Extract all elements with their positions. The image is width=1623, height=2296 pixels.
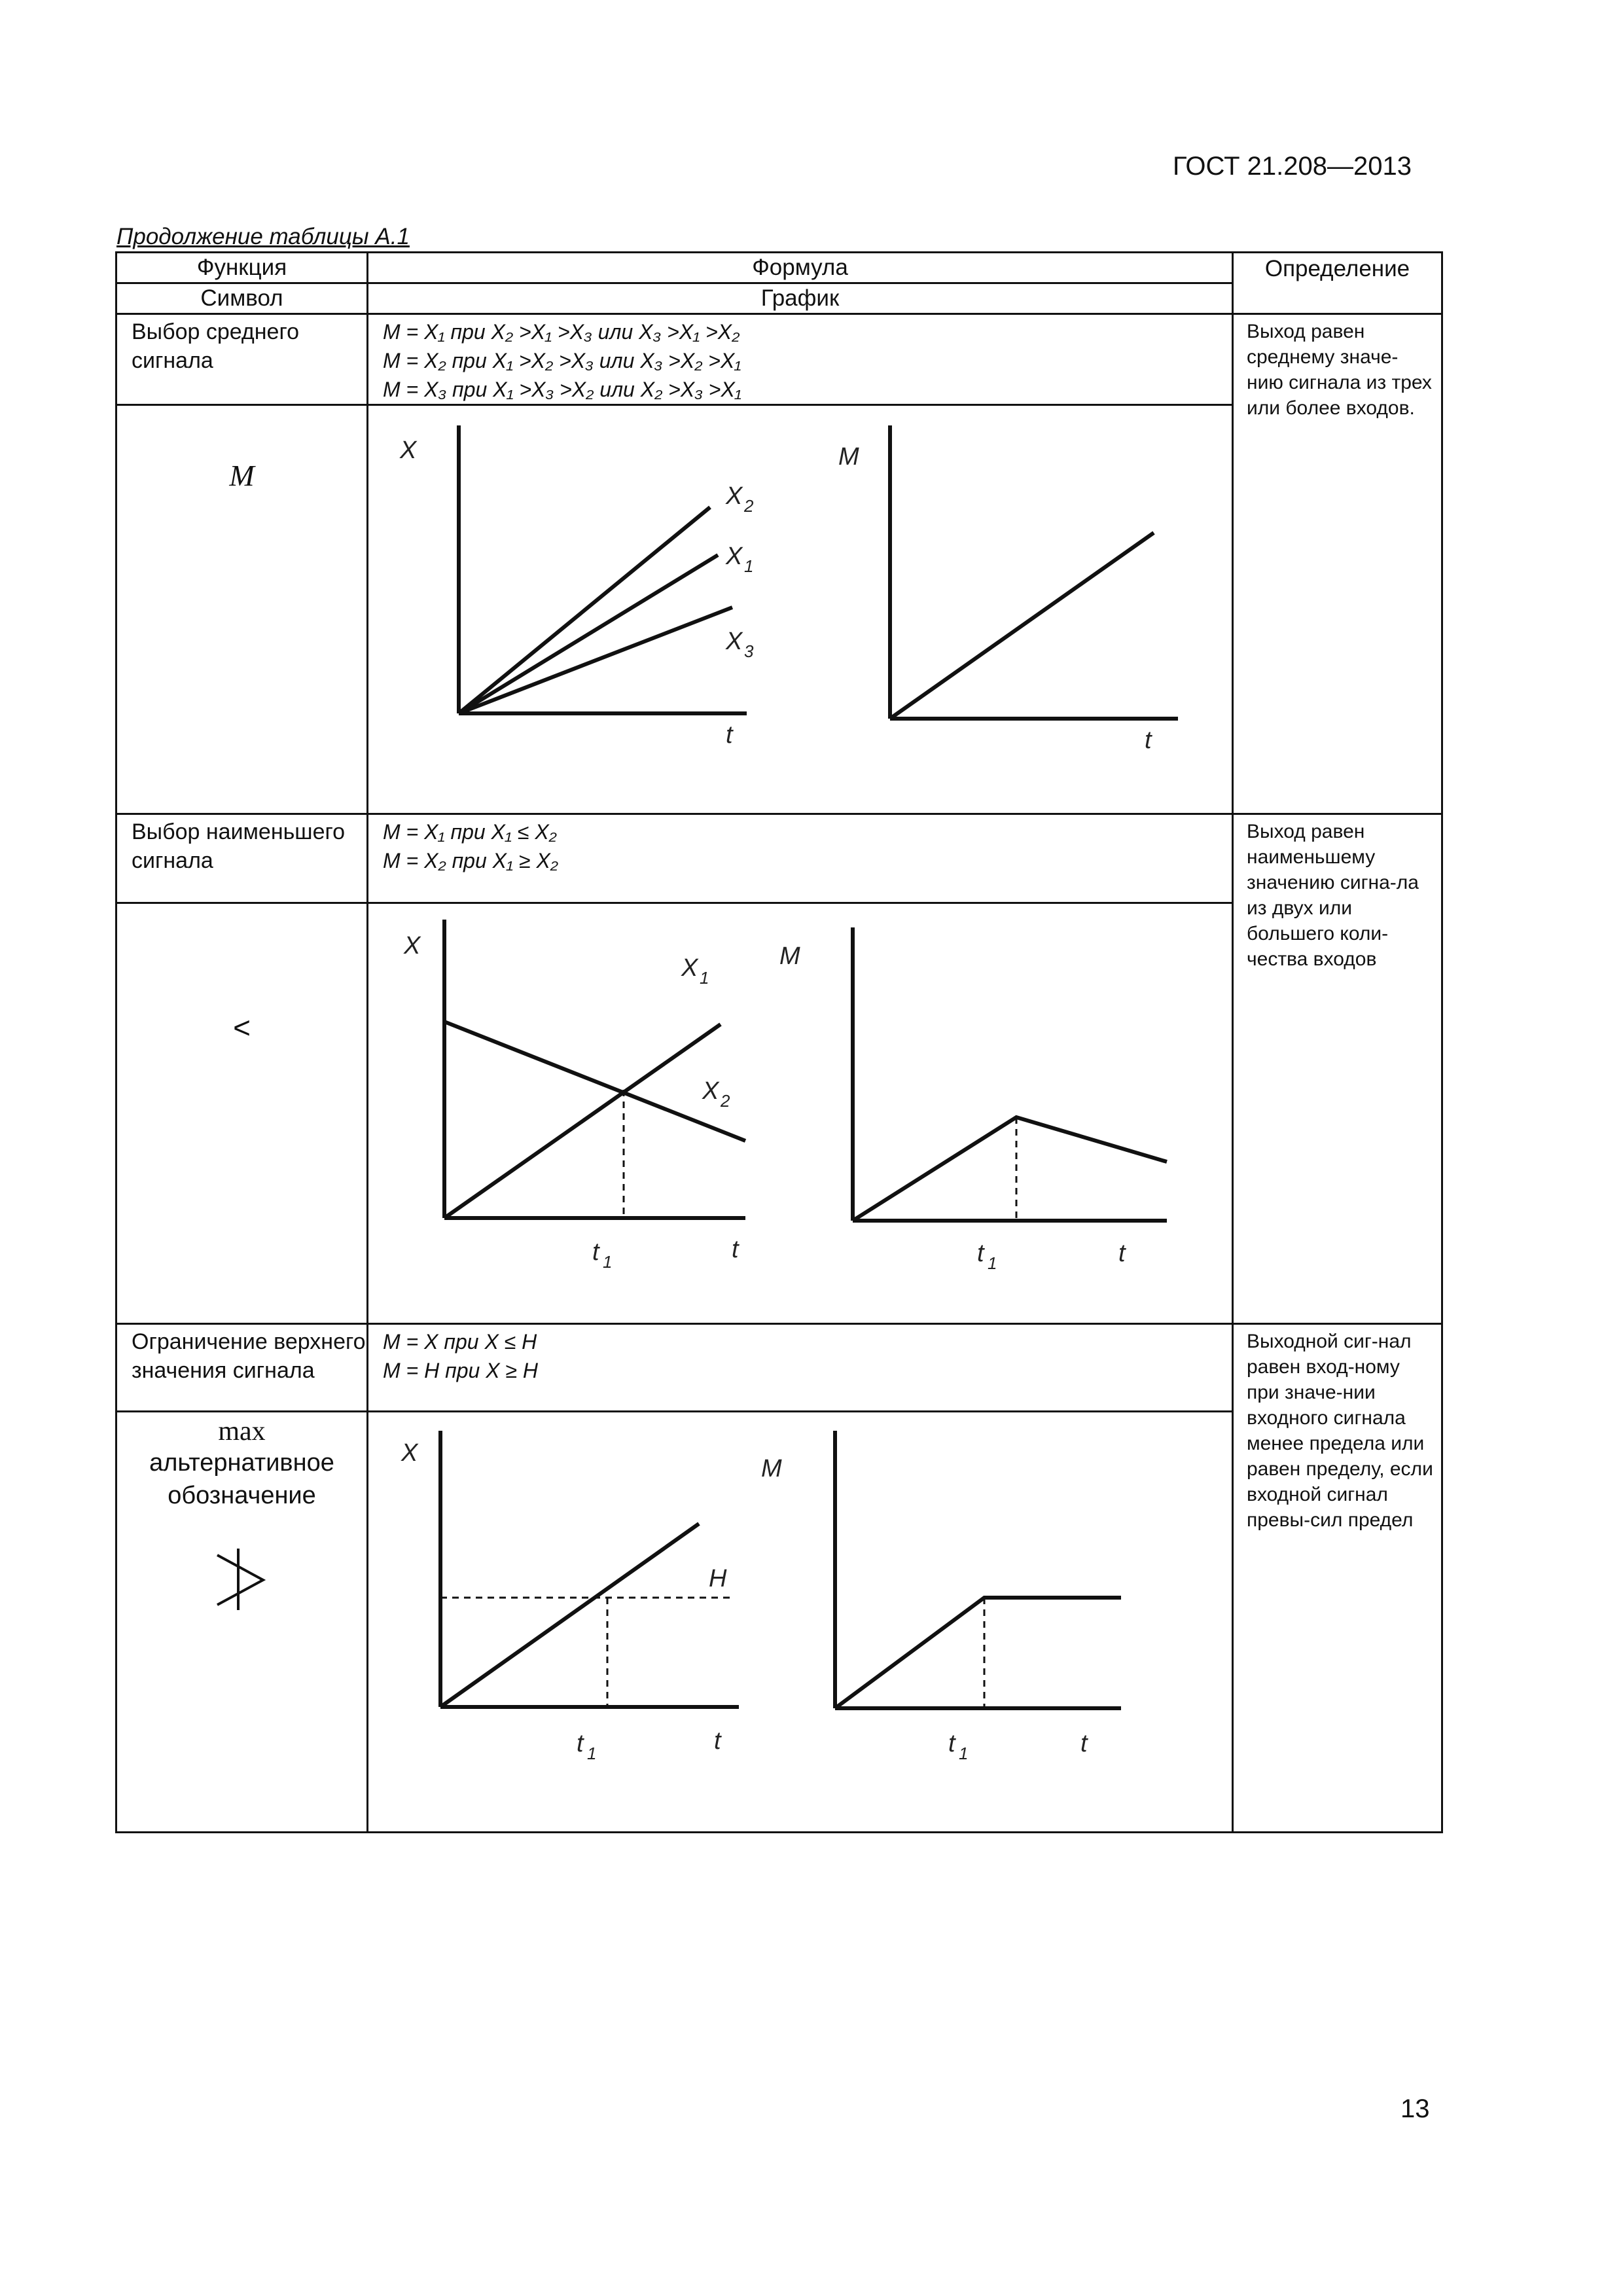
label-x2: X [726,482,743,510]
graph-cell-minimum [368,903,1233,1324]
label-m: M [779,942,800,970]
label-x2-sub: 2 [721,1091,730,1111]
column-header-formula: Формула [368,253,1233,283]
label-x2-sub: 2 [744,496,754,516]
label-t: t [732,1236,739,1263]
line-x3 [459,607,732,713]
line-m [853,1117,1167,1221]
high-limit-alt-symbol-icon [209,1542,275,1614]
column-header-definition: Определение [1233,253,1442,314]
column-header-symbol: Символ [116,283,368,314]
formula-line: M = X₁ при X₁ ≤ X₂ [383,820,557,844]
graph-high-limit [368,1412,1234,1831]
graph-cell-high-limit [368,1412,1233,1833]
graph-minimum [368,904,1234,1323]
formula-minimum [368,814,1233,903]
formula-line: M = X₂ при X₁ >X₂ >X₃ или X₃ >X₂ >X₁ [383,349,741,372]
definition-high-limit: Выходной сиг-нал равен вход-ному при значе-нии входного сигнала менее предела или равен пределу, если входной сигнал превы-сил предел [1233,1324,1442,1833]
formula-line: M = X₂ при X₁ ≥ X₂ [383,849,558,872]
label-m: M [838,443,859,471]
line-x1 [459,555,718,713]
symbol-average: M [229,459,255,492]
formula-average [368,314,1233,405]
line-x [440,1524,699,1707]
label-t: t [726,721,733,749]
line-m [890,533,1154,719]
label-x3-sub: 3 [744,641,754,661]
function-name-high-limit: Ограничение верхнего значения сигнала [116,1324,368,1412]
column-header-function: Функция [116,253,368,283]
formula-line: M = X₁ при X₂ >X₁ >X₃ или X₃ >X₁ >X₂ [383,320,740,344]
label-t1-m-sub: 1 [959,1744,969,1763]
table-caption: Продолжение таблицы А.1 [116,224,410,249]
function-name-average: Выбор среднего сигнала [116,314,368,405]
symbol-cell-minimum [116,903,368,1324]
function-table [115,251,1443,1833]
line-x2 [459,507,710,713]
label-t-m: t [1118,1240,1126,1267]
label-t1: t [577,1730,584,1757]
symbol-cell-average [116,405,368,814]
label-x: X [400,437,417,464]
label-m: M [761,1455,782,1482]
function-name-minimum: Выбор наименьшего сигнала [116,814,368,903]
label-t: t [714,1727,721,1755]
label-t-m: t [1145,726,1152,754]
formula-high-limit [368,1324,1233,1412]
label-t-m: t [1080,1730,1088,1757]
label-x: X [404,932,421,960]
alternative-symbol-label: альтернативное обозначение [149,1449,334,1509]
formula-line: M = X при X ≤ H [383,1330,537,1354]
page-number: 13 [1400,2094,1430,2123]
graph-cell-average [368,405,1233,814]
line-m [835,1598,1121,1708]
label-t1: t [592,1238,599,1266]
label-x1-sub: 1 [700,968,709,988]
definition-average: Выход равен среднему значе-нию сигнала из трех или более входов. [1233,314,1442,814]
graph-average [368,406,1234,813]
symbol-high-limit: max [218,1416,266,1446]
label-t1-sub: 1 [603,1252,613,1272]
line-x2 [444,1024,721,1218]
label-t1-sub: 1 [587,1744,597,1763]
label-t1-m: t [948,1730,955,1757]
formula-line: M = H при X ≥ H [383,1359,539,1382]
label-h: H [709,1565,727,1592]
label-x1-sub: 1 [744,556,754,576]
formula-line: M = X₃ при X₁ >X₃ >X₂ или X₂ >X₃ >X₁ [383,378,741,401]
symbol-minimum: < [233,1011,251,1045]
document-id: ГОСТ 21.208—2013 [1173,152,1412,181]
label-t1-m: t [977,1240,984,1267]
label-t1-m-sub: 1 [988,1253,997,1273]
label-x2: X [702,1077,719,1105]
label-x1: X [726,543,743,570]
column-header-graph: График [368,283,1233,314]
label-x: X [401,1439,418,1467]
symbol-cell-high-limit [116,1412,368,1833]
label-x3: X [726,628,743,655]
definition-minimum: Выход равен наименьшему значению сигна-ла из двух или большего коли-чества входов [1233,814,1442,1324]
label-x1: X [681,954,698,982]
